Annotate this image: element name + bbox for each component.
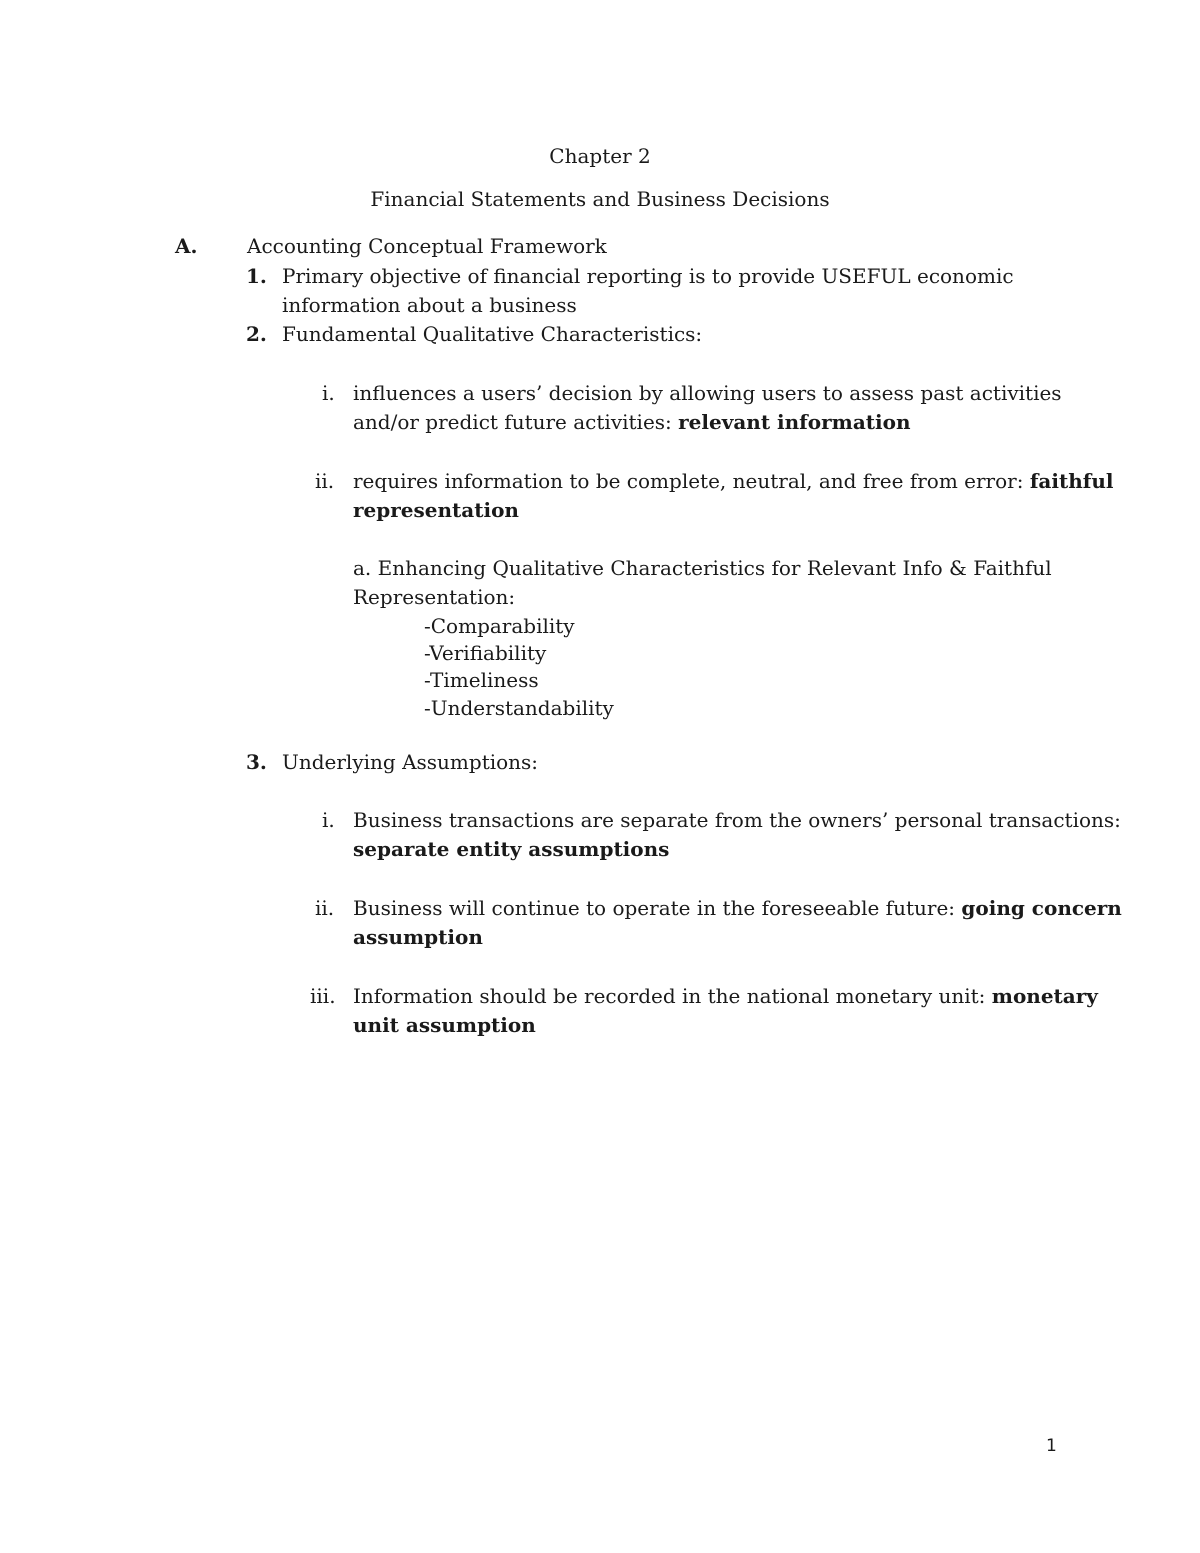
page-number: 1 (1046, 1436, 1057, 1456)
item-number-3: 3. (246, 750, 267, 774)
subitem-3-ii-text: Business will continue to operate in the foreseeable future: (353, 896, 962, 920)
item-number-1: 1. (246, 264, 267, 288)
item-2-heading: Fundamental Qualitative Characteristics: (282, 322, 703, 346)
enhancing-list-item: -Verifiability (424, 641, 547, 665)
section-marker-a: A. (175, 234, 198, 258)
item-3-heading: Underlying Assumptions: (282, 750, 539, 774)
item-1-text-line1: Primary objective of financial reporting is to provide USEFUL economic (282, 264, 1014, 288)
subitem-number-2-ii: ii. (315, 469, 335, 493)
term-assumption: assumption (353, 925, 483, 949)
term-unit-assumption: unit assumption (353, 1013, 536, 1037)
subitem-3-iii-line1 (353, 986, 1098, 1006)
term-separate-entity-assumptions: separate entity assumptions (353, 837, 670, 861)
subitem-2-i-text: and/or predict future activities: (353, 410, 679, 434)
term-going-concern: going concern (961, 896, 1122, 920)
subitem-number-2-i: i. (322, 381, 335, 405)
subitem-2-i-line1: influences a users’ decision by allowing users to assess past activities (353, 381, 1062, 405)
document-title: Financial Statements and Business Decisions (370, 187, 830, 211)
enhancing-line2: Representation: (353, 585, 516, 609)
term-faithful: faithful (1029, 469, 1114, 493)
item-1-text-line2: information about a business (282, 293, 577, 317)
subitem-number-3-i: i. (322, 808, 335, 832)
term-monetary: monetary (991, 984, 1098, 1008)
enhancing-list-item: -Comparability (424, 614, 575, 638)
subitem-2-i-line2 (353, 412, 911, 432)
subitem-3-i-line1: Business transactions are separate from the owners’ personal transactions: (353, 808, 1121, 832)
enhancing-line1: a. Enhancing Qualitative Characteristics for Relevant Info & Faithful (353, 556, 1052, 580)
subitem-number-3-ii: ii. (315, 896, 335, 920)
enhancing-list-item: -Timeliness (424, 668, 539, 692)
subitem-3-ii-line1 (353, 898, 1122, 918)
subitem-3-iii-text: Information should be recorded in the national monetary unit: (353, 984, 992, 1008)
subitem-2-ii-text: requires information to be complete, neutral, and free from error: (353, 469, 1030, 493)
section-heading-a: Accounting Conceptual Framework (247, 234, 607, 258)
subitem-number-3-iii: iii. (310, 984, 336, 1008)
chapter-heading: Chapter 2 (549, 144, 651, 168)
item-number-2: 2. (246, 322, 267, 346)
term-representation: representation (353, 498, 519, 522)
term-relevant-information: relevant information (678, 410, 911, 434)
subitem-2-ii-line1 (353, 471, 1114, 491)
enhancing-list-item: -Understandability (424, 696, 614, 720)
